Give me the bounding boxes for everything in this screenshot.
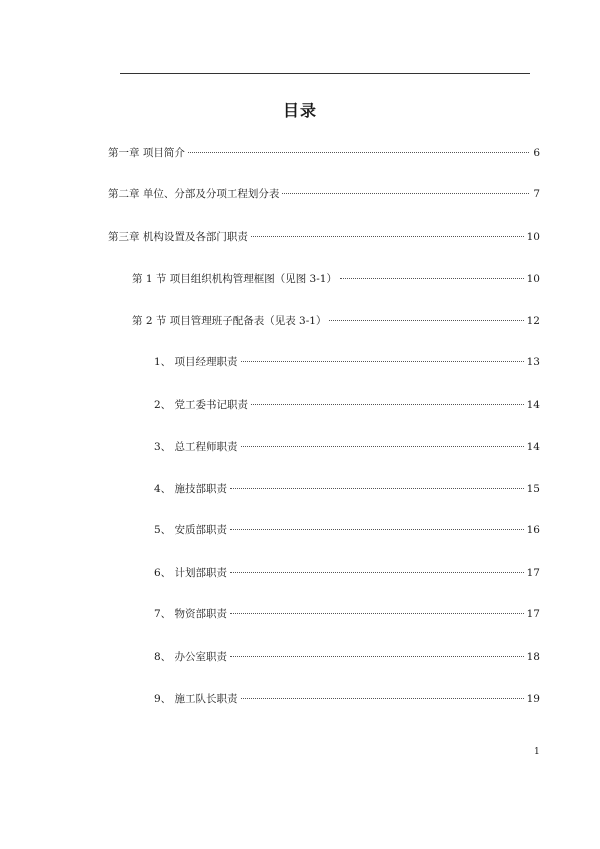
toc-entry-page: 12 bbox=[526, 315, 540, 327]
toc-dot-leader bbox=[230, 656, 524, 657]
toc-entry[interactable] bbox=[108, 230, 540, 244]
toc-dot-leader bbox=[241, 698, 524, 699]
toc-entry-label: 2、 党工委书记职责 bbox=[154, 399, 249, 411]
toc-dot-leader bbox=[251, 236, 524, 237]
toc-entry[interactable] bbox=[154, 650, 540, 664]
toc-entry[interactable] bbox=[132, 272, 540, 286]
toc-entry-label: 第 1 节 项目组织机构管理框图（见图 3-1） bbox=[132, 273, 337, 285]
toc-entry-label: 3、 总工程师职责 bbox=[154, 441, 238, 453]
toc-entry-page: 14 bbox=[526, 441, 540, 453]
toc-dot-leader bbox=[230, 613, 524, 614]
toc-entry[interactable] bbox=[132, 314, 540, 328]
toc-entry-page: 7 bbox=[533, 188, 540, 200]
toc-entry[interactable] bbox=[154, 355, 540, 369]
toc-entry-label: 4、 施技部职责 bbox=[154, 483, 228, 495]
toc-dot-leader bbox=[251, 404, 524, 405]
toc-dot-leader bbox=[230, 488, 524, 489]
toc-entry-page: 16 bbox=[526, 524, 540, 536]
toc-entry-label: 8、 办公室职责 bbox=[154, 651, 228, 663]
toc-dot-leader bbox=[340, 278, 524, 279]
page-title: 目录 bbox=[282, 101, 317, 120]
toc-entry-page: 13 bbox=[526, 356, 540, 368]
toc-entry[interactable] bbox=[154, 566, 540, 580]
toc-dot-leader bbox=[230, 529, 524, 530]
toc-entry-page: 6 bbox=[533, 147, 540, 159]
toc-entry-label: 第 2 节 项目管理班子配备表（见表 3-1） bbox=[132, 315, 327, 327]
toc-entry-label: 5、 安质部职责 bbox=[154, 524, 228, 536]
toc-dot-leader bbox=[329, 320, 523, 321]
toc-entry-label: 第三章 机构设置及各部门职责 bbox=[108, 231, 248, 243]
toc-entry-page: 18 bbox=[526, 651, 540, 663]
toc-entry[interactable] bbox=[154, 607, 540, 621]
toc-dot-leader bbox=[241, 446, 524, 447]
toc-dot-leader bbox=[241, 361, 524, 362]
toc-entry-page: 17 bbox=[526, 608, 540, 620]
toc-dot-leader bbox=[282, 193, 529, 194]
footer-page-number: 1 bbox=[534, 747, 540, 757]
toc-entry-page: 14 bbox=[526, 399, 540, 411]
toc-entry-page: 15 bbox=[526, 483, 540, 495]
toc-entry[interactable] bbox=[108, 146, 540, 160]
toc-entry[interactable] bbox=[154, 692, 540, 706]
toc-entry[interactable] bbox=[154, 398, 540, 412]
toc-entry-label: 6、 计划部职责 bbox=[154, 567, 228, 579]
toc-entry-label: 7、 物资部职责 bbox=[154, 608, 228, 620]
toc-entry-page: 10 bbox=[526, 273, 540, 285]
toc-entry-page: 17 bbox=[526, 567, 540, 579]
toc-entry[interactable] bbox=[154, 523, 540, 537]
toc-entry-label: 9、 施工队长职责 bbox=[154, 693, 238, 705]
toc-entry-label: 1、 项目经理职责 bbox=[154, 356, 238, 368]
toc-dot-leader bbox=[230, 572, 524, 573]
toc-entry-label: 第二章 单位、分部及分项工程划分表 bbox=[108, 188, 280, 200]
toc-entry-label: 第一章 项目简介 bbox=[108, 147, 185, 159]
toc-dot-leader bbox=[188, 152, 529, 153]
toc-entry[interactable] bbox=[154, 482, 540, 496]
toc-entry-page: 10 bbox=[526, 231, 540, 243]
toc-entry-page: 19 bbox=[526, 693, 540, 705]
toc-entry[interactable] bbox=[154, 440, 540, 454]
toc-entry[interactable] bbox=[108, 187, 540, 201]
